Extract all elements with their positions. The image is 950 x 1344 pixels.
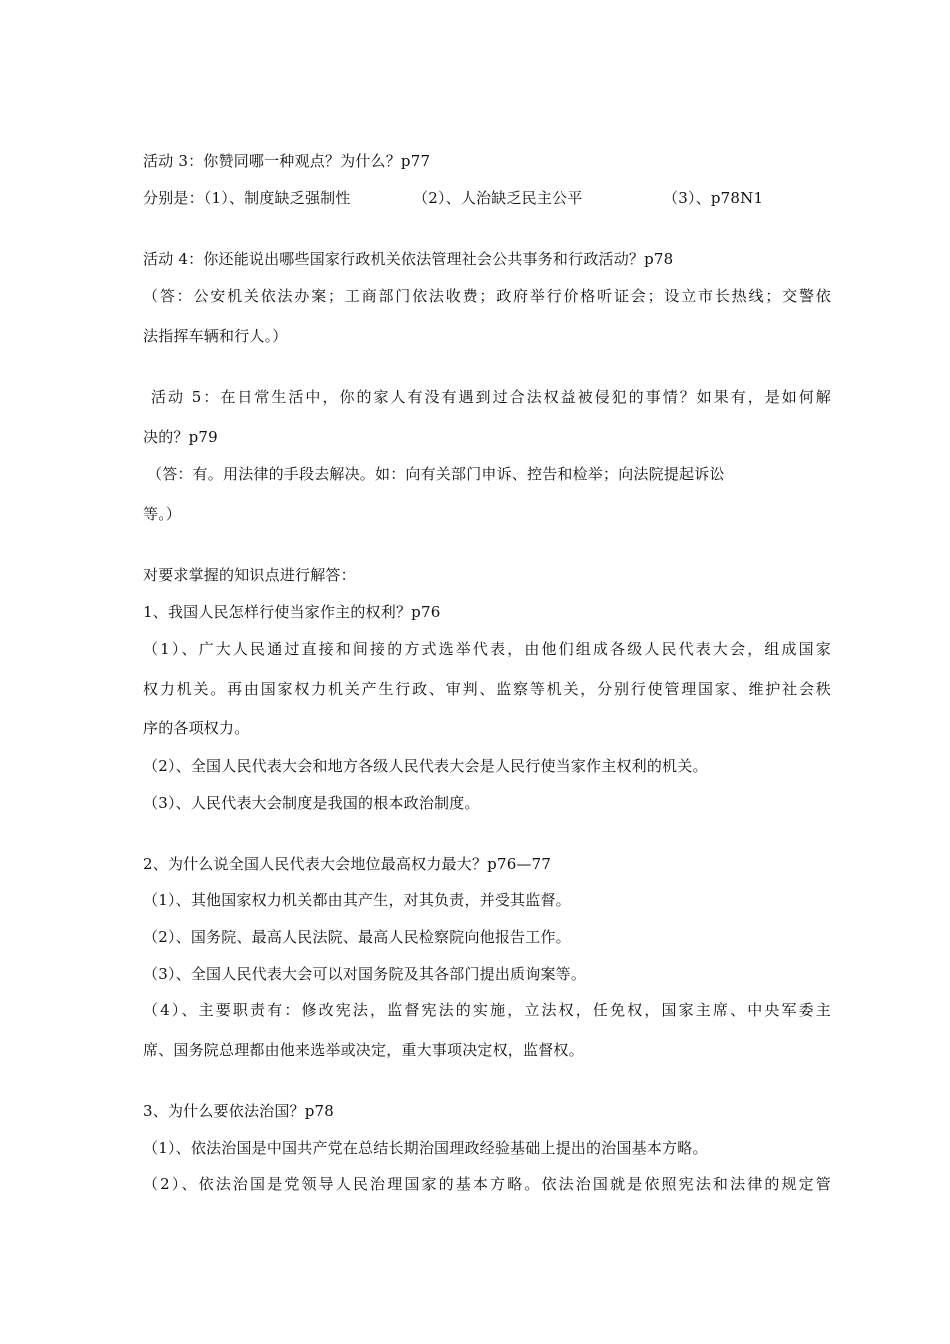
q1-answer2: （2）、全国人民代表大会和地方各级人民代表大会是人民行使当家作主权利的机关。 <box>143 757 708 775</box>
q2-answer1: （1）、其他国家权力机关都由其产生，对其负责，并受其监督。 <box>143 891 571 909</box>
activity3-answer-1: 分别是：（1）、制度缺乏强制性 <box>143 189 351 207</box>
activity3-question: 活动 3：你赞同哪一种观点？为什么？p77 <box>143 152 431 170</box>
activity3-answer <box>143 188 843 208</box>
activity5-question-line2: 决的？p79 <box>143 428 218 446</box>
activity5-answer-line1: （答：有。用法律的手段去解决。如：向有关部门申诉、控告和检举；向法院提起诉讼 <box>147 465 725 483</box>
knowledge-intro: 对要求掌握的知识点进行解答： <box>143 566 356 584</box>
q2-answer4-line1: （4）、主要职责有：修改宪法，监督宪法的实施，立法权，任免权，国家主席、中央军委主 <box>143 1001 831 1019</box>
q1-answer1-line2: 权力机关。再由国家权力机关产生行政、审判、监察等机关，分别行使管理国家、维护社会秩 <box>143 680 831 698</box>
activity4-answer-line1: （答：公安机关依法办案；工商部门依法收费；政府举行价格听证会；设立市长热线；交警依 <box>143 287 831 305</box>
q2-answer3: （3）、全国人民代表大会可以对国务院及其各部门提出质询案等。 <box>143 965 587 983</box>
q2-title: 2、为什么说全国人民代表大会地位最高权力最大？p76—77 <box>143 855 552 873</box>
activity3-answer-3: （3）、p78N1 <box>663 189 764 207</box>
q3-title: 3、为什么要依法治国？p78 <box>143 1102 335 1120</box>
activity3-answer-2: （2）、人治缺乏民主公平 <box>413 189 583 207</box>
q1-answer1-line3: 序的各项权力。 <box>143 719 250 737</box>
q2-answer4-line2: 席、国务院总理都由他来选举或决定，重大事项决定权，监督权。 <box>143 1041 584 1059</box>
q2-answer2: （2）、国务院、最高人民法院、最高人民检察院向他报告工作。 <box>143 928 571 946</box>
activity4-question: 活动 4：你还能说出哪些国家行政机关依法管理社会公共事务和行政活动？p78 <box>143 250 674 268</box>
q3-answer1: （1）、依法治国是中国共产党在总结长期治国理政经验基础上提出的治国基本方略。 <box>143 1139 708 1157</box>
q3-answer2-line1: （2）、依法治国是党领导人民治理国家的基本方略。依法治国就是依照宪法和法律的规定管 <box>143 1175 831 1193</box>
q1-answer3: （3）、人民代表大会制度是我国的根本政治制度。 <box>143 794 480 812</box>
q1-title: 1、我国人民怎样行使当家作主的权利？p76 <box>143 603 441 621</box>
q1-answer1-line1: （1）、广大人民通过直接和间接的方式选举代表，由他们组成各级人民代表大会，组成国家 <box>143 640 831 658</box>
activity5-answer-line2: 等。） <box>143 505 182 523</box>
activity5-question-line1: 活动 5：在日常生活中，你的家人有没有遇到过合法权益被侵犯的事情？如果有，是如何解 <box>151 388 831 406</box>
activity4-answer-line2: 法指挥车辆和行人。） <box>143 327 288 345</box>
